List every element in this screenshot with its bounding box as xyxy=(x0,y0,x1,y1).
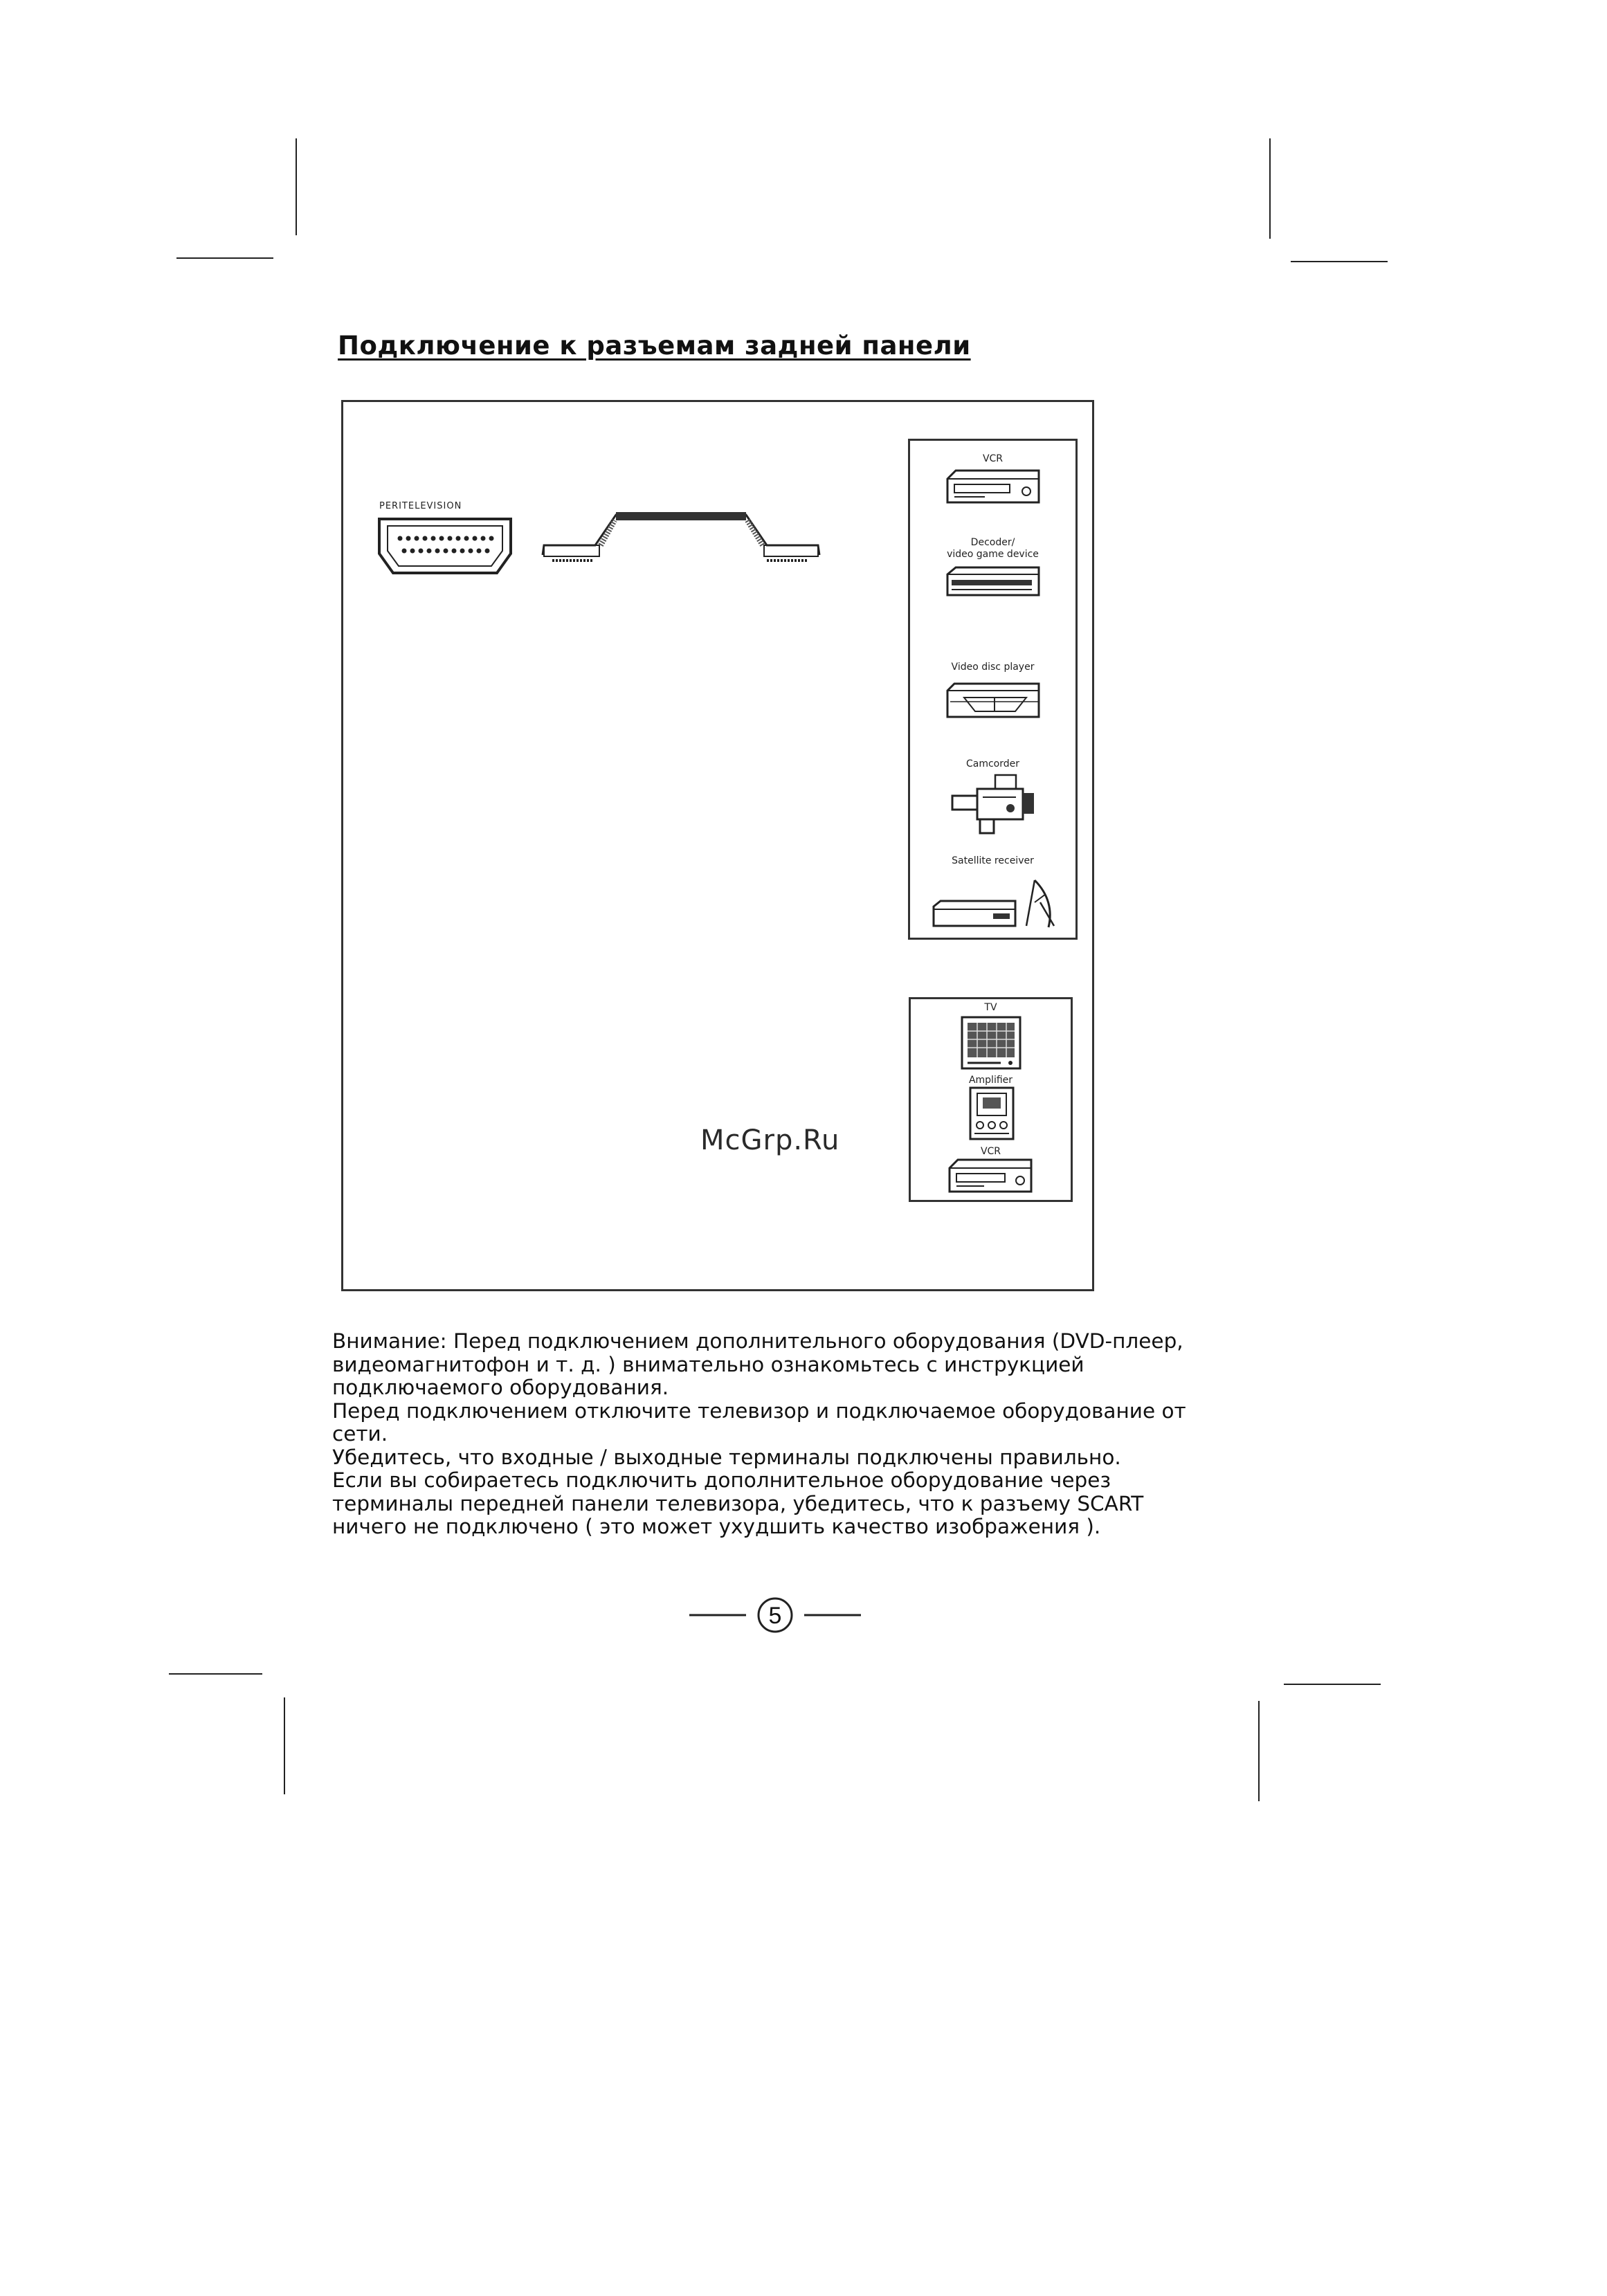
page-number xyxy=(687,1593,864,1637)
amplifier-icon xyxy=(968,1085,1016,1142)
disc-player-icon xyxy=(943,681,1043,721)
watermark: McGrp.Ru xyxy=(700,1124,840,1156)
tv-icon xyxy=(959,1014,1023,1073)
crop-mark-bottom-right-vertical xyxy=(1258,1701,1260,1801)
note-line: сети. xyxy=(332,1422,388,1446)
device-label-amplifier: Amplifier xyxy=(968,1075,1013,1086)
device-label-tv: TV xyxy=(984,1002,997,1013)
crop-mark-top-left-horizontal xyxy=(176,257,273,259)
note-line: подключаемого оборудования. xyxy=(332,1376,669,1399)
warning-notes xyxy=(332,1330,1232,1539)
decoder-icon xyxy=(943,565,1043,599)
note-line: терминалы передней панели телевизора, убедитесь, что к разъему SCART xyxy=(332,1491,1144,1515)
note-line: видеомагнитофон и т. д. ) внимательно ознакомьтесь с инструкцией xyxy=(332,1352,1084,1376)
crop-mark-bottom-left-horizontal xyxy=(169,1673,262,1675)
device-label-disc-player: Video disc player xyxy=(951,662,1035,673)
connector-label: PERITELEVISION xyxy=(379,501,462,511)
note-line: Перед подключением отключите телевизор и подключаемое оборудование от xyxy=(332,1398,1186,1423)
crop-mark-bottom-left-vertical xyxy=(284,1697,285,1794)
camcorder-icon xyxy=(950,769,1039,839)
page-number-text: 5 xyxy=(768,1603,782,1629)
device-label-decoder: Decoder/ video game device xyxy=(947,537,1039,560)
note-line: Убедитесь, что входные / выходные терминалы подключены правильно. xyxy=(332,1445,1121,1469)
scart-cable-icon xyxy=(538,505,822,567)
note-line: Внимание: Перед подключением дополнительного оборудования (DVD-плеер, xyxy=(332,1329,1183,1353)
device-label-camcorder: Camcorder xyxy=(965,758,1020,769)
vcr-icon xyxy=(943,468,1043,507)
crop-mark-bottom-right-horizontal xyxy=(1284,1684,1381,1685)
device-label-satellite: Satellite receiver xyxy=(952,855,1034,866)
page-title: Подключение к разъемам задней панели xyxy=(338,331,971,361)
device-label-vcr-out: VCR xyxy=(980,1146,1001,1157)
note-line: ничего не подключено ( это может ухудшить качество изображения ). xyxy=(332,1515,1101,1538)
satellite-receiver-icon xyxy=(931,866,1062,933)
crop-mark-top-right-horizontal xyxy=(1291,261,1388,262)
note-line: Если вы собираетесь подключить дополнительное оборудование через xyxy=(332,1468,1111,1492)
vcr-out-icon xyxy=(945,1157,1035,1196)
crop-mark-top-left-vertical xyxy=(296,138,297,235)
crop-mark-top-right-vertical xyxy=(1269,138,1271,239)
scart-socket-icon xyxy=(372,512,518,581)
device-label-vcr: VCR xyxy=(982,453,1004,464)
